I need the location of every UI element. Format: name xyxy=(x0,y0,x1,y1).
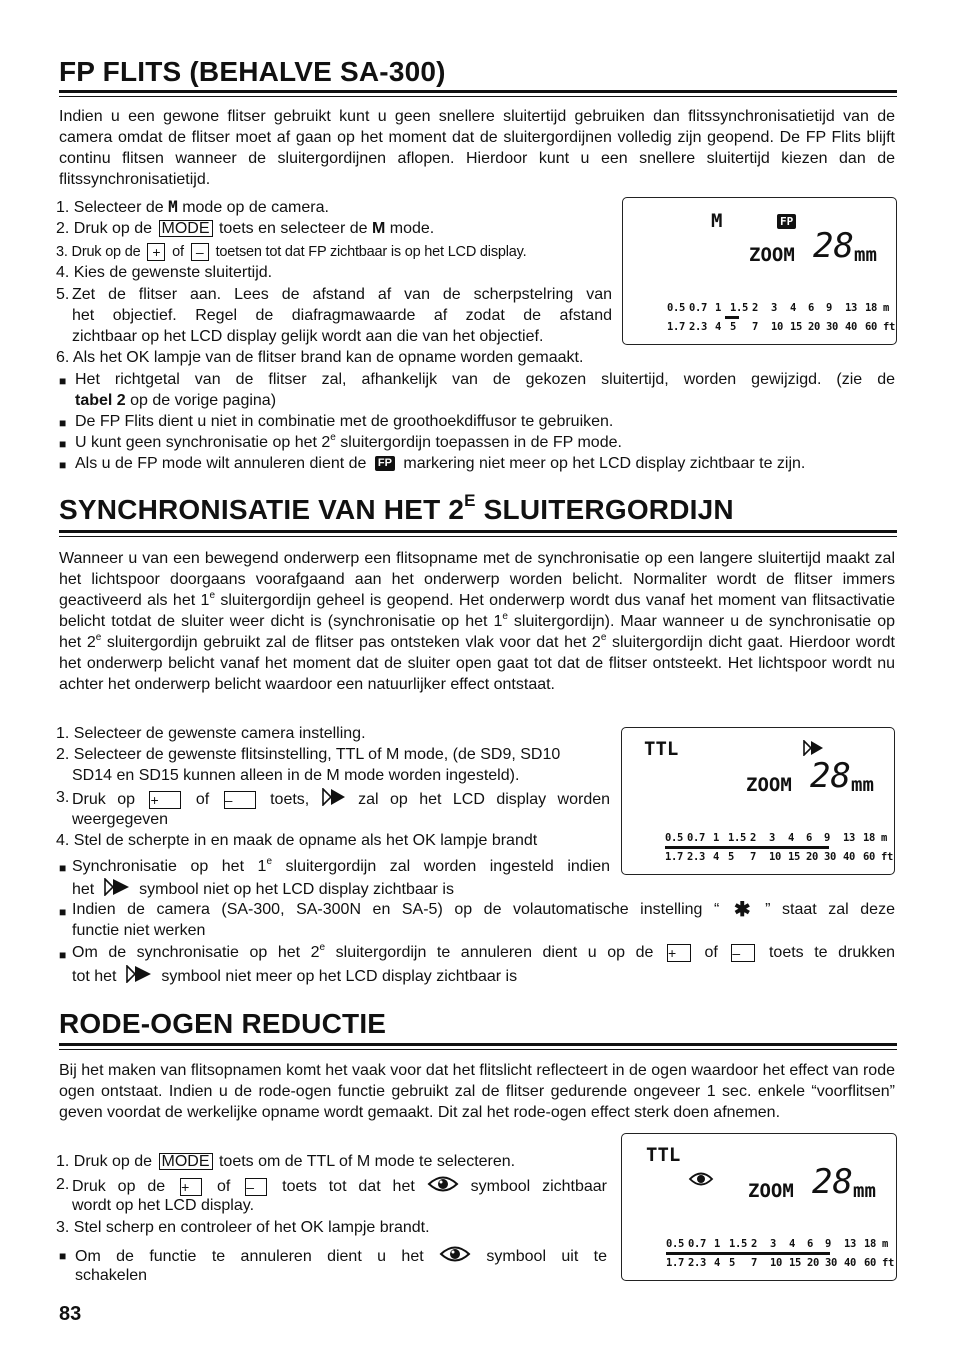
lcd-distance-marker xyxy=(725,316,739,319)
minus-key: – xyxy=(731,944,755,962)
lcd-scale-value: 5 xyxy=(729,1257,736,1269)
sync-step-2: 2. Selecteer de gewenste flitsinstelling, TTL of M mode, (de SD9, SD10 xyxy=(56,746,561,763)
lcd-scale-value: 10 xyxy=(769,851,782,863)
red-eye-note-line-1: Om de functie te annuleren dient u het symbool uit te xyxy=(75,1245,607,1269)
second-curtain-paragraph: Wanneer u van een bewegend onderwerp een flitsopname met de synchronisatie op een langere sluitertijd maakt zal het lichtspoor doorgaans voorafgaand aan het onderwerp worden belicht. Normaliter wordt de flitser immers geactiveerd als het 1e sluitergordijn geheel is geopend. Het onderwerp wordt dus vanaf het moment van flitsactivatie belicht totdat de sluiter weer dicht is (synchronisatie op het 1e sluitergordijn). Maar wanneer u de synchronisatie op het 2e sluitergordijn gebruikt zal de flitser pas ontsteken vlak voor dat het 2e sluitergordijn dicht gaat. Hierdoor wordt het onderwerp belicht vanaf het moment dat de sluiter open gaat tot dat de flitser ontsteekt. Het lichtspoor wordt nu achter het onderwerp belicht waardoor een natuurlijker effect ontstaat. xyxy=(59,550,896,693)
lcd-scale-value: 2 xyxy=(752,302,759,314)
red-eye-icon xyxy=(439,1245,471,1269)
sync-step-3-line-2: weergegeven xyxy=(72,811,169,828)
fp-note-1-line-2: tabel 2 op de vorige pagina) xyxy=(75,392,277,409)
lcd-scale-value: 0.5 xyxy=(667,302,686,314)
lcd-fp-icon: FP xyxy=(777,211,796,230)
step-5-line-3: zichtbaar op het LCD display gelijk wordt aan die van het objectief. xyxy=(72,328,544,345)
plus-key: + xyxy=(667,944,691,962)
lcd-scale-value: 10 xyxy=(771,321,784,333)
lcd-scale-value: 7 xyxy=(750,851,757,863)
plus-key: + xyxy=(147,243,165,261)
lcd-zoom-label: ZOOM xyxy=(748,1180,794,1202)
title-rule xyxy=(59,90,897,97)
lcd-scale-value: 7 xyxy=(752,321,759,333)
lcd-scale-value: 15 xyxy=(788,851,801,863)
lcd-scale-value: 13 xyxy=(843,832,856,844)
minus-key: – xyxy=(191,243,209,261)
intro-paragraph: Indien u een gewone flitser gebruikt kunt u geen snellere sluitertijd gebruiken dan flitssynchronisatietijd van de camera omdat de flitser moet af gaan op het moment dat de sluitergordijnen volledig zijn geopend. De FP Flits blijft continu flitsen wanneer de sluitergordijnen aflopen. Hierdoor kunt u een snellere sluitertijd kiezen dan de flitssynchronisatietijd. xyxy=(59,108,895,188)
lcd-scale-value: 40 xyxy=(845,321,858,333)
title-rule xyxy=(59,530,897,537)
lcd-distance-bar xyxy=(665,846,829,849)
second-curtain-icon xyxy=(103,878,131,902)
fp-note-4: Als u de FP mode wilt annuleren dient de FP markering niet meer op het LCD display zichtbaar te zijn. xyxy=(75,455,806,472)
lcd-unit-mm: mm xyxy=(853,1180,876,1202)
step-2: 2. Druk op de MODE toets en selecteer de M mode. xyxy=(56,220,435,237)
lcd-scale-value: 18 xyxy=(865,302,878,314)
lcd-scale-value: m xyxy=(883,302,890,314)
lcd-scale-value: ft xyxy=(882,1257,895,1269)
lcd-scale-value: 2.3 xyxy=(689,321,708,333)
lcd-mode-m: M xyxy=(711,210,723,232)
lcd-unit-mm: mm xyxy=(854,244,877,266)
sync-step-2-line-2: SD14 en SD15 kunnen alleen in de M mode worden ingesteld). xyxy=(72,767,520,784)
lcd-scale-value: 6 xyxy=(806,832,813,844)
lcd-scale-value: 0.7 xyxy=(689,302,708,314)
lcd-scale-value: 2.3 xyxy=(688,1257,707,1269)
sync-step-3-line-1: Druk op + of – toets, zal op het LCD display worden xyxy=(72,788,610,812)
lcd-unit-mm: mm xyxy=(851,774,874,796)
lcd-scale-value: 3 xyxy=(771,302,778,314)
m-mode-icon: M xyxy=(168,197,178,216)
lcd-scale-value: 6 xyxy=(807,1238,814,1250)
note-bullet: ■ xyxy=(59,905,67,919)
sync-step-3: 3. xyxy=(56,789,70,806)
step-5-line-1: Zet de flitser aan. Lees de afstand af van de scherpstelring van xyxy=(72,286,612,303)
lcd-scale-value: 4 xyxy=(715,321,722,333)
sync-step-1: 1. Selecteer de gewenste camera instelling. xyxy=(56,725,366,742)
sync-note-3-line-2: tot het symbool niet meer op het LCD display zichtbaar is xyxy=(72,965,517,989)
lcd-display-second-curtain xyxy=(621,727,895,875)
note-bullet: ■ xyxy=(59,861,67,875)
step-1: 1. Selecteer de M mode op de camera. xyxy=(56,197,329,216)
second-curtain-icon xyxy=(321,788,347,812)
note-bullet: ■ xyxy=(59,1249,67,1263)
lcd-zoom-value: 28 xyxy=(813,226,854,266)
lcd-display-red-eye xyxy=(621,1133,897,1281)
lcd-zoom-label: ZOOM xyxy=(746,774,792,796)
note-bullet: ■ xyxy=(59,458,67,472)
title-rule xyxy=(59,1043,897,1050)
lcd-scale-value: 4 xyxy=(713,851,720,863)
red-eye-step-1: 1. Druk op de MODE toets om de TTL of M mode te selecteren. xyxy=(56,1153,516,1170)
fp-icon: FP xyxy=(375,456,395,471)
section-title-red-eye: RODE-OGEN REDUCTIE xyxy=(59,1008,387,1039)
sync-note-2-line-2: functie niet werken xyxy=(72,922,206,939)
fp-note-2: De FP Flits dient u niet in combinatie met de groothoekdiffusor te gebruiken. xyxy=(75,413,614,430)
lcd-scale-value: 1 xyxy=(715,302,722,314)
lcd-scale-value: 10 xyxy=(770,1257,783,1269)
mode-key: MODE xyxy=(159,220,213,237)
lcd-scale-value: 1.7 xyxy=(665,851,684,863)
lcd-scale-value: 1 xyxy=(713,832,720,844)
lcd-scale-value: 2 xyxy=(751,1238,758,1250)
red-eye-step-2: 2. xyxy=(56,1176,70,1193)
step-6: 6. Als het OK lampje van de flitser brand kan de opname worden gemaakt. xyxy=(56,349,584,366)
lcd-scale-value: 18 xyxy=(863,832,876,844)
lcd-scale-value: 40 xyxy=(844,1257,857,1269)
sync-note-2-line-1: Indien de camera (SA-300, SA-300N en SA-5) op de volautomatische instelling “ ✱ ” staat zal deze xyxy=(72,899,895,921)
section-title-second-curtain: SYNCHRONISATIE VAN HET $2^E$ SLUITERGORDIJN xyxy=(59,491,734,525)
sync-note-1-line-1: Synchronisatie op het 1e sluitergordijn zal worden ingesteld indien xyxy=(72,856,611,875)
lcd-scale-value: 60 xyxy=(864,1257,877,1269)
lcd-mode-ttl: TTL xyxy=(646,1144,681,1166)
sync-step-4: 4. Stel de scherpte in en maak de opname als het OK lampje brandt xyxy=(56,832,538,849)
lcd-scale-value: 2.3 xyxy=(687,851,706,863)
lcd-scale-value: 1.7 xyxy=(667,321,686,333)
section-title-fp-flits: FP FLITS (BEHALVE SA-300) xyxy=(59,56,446,87)
lcd-mode-ttl: TTL xyxy=(644,738,679,760)
note-bullet: ■ xyxy=(59,374,67,388)
lcd-scale-value: 6 xyxy=(808,302,815,314)
lcd-scale-value: 3 xyxy=(769,832,776,844)
step-3: 3. Druk op de + of – toetsen tot dat FP zichtbaar is op het LCD display. xyxy=(56,244,527,261)
lcd-scale-value: 3 xyxy=(770,1238,777,1250)
lcd-scale-value: 4 xyxy=(788,832,795,844)
red-eye-paragraph: Bij het maken van flitsopnamen komt het vaak voor dat het flitslicht reflecteert in de ogen waardoor het effect van rode ogen ontstaat. Indien u de rode-ogen functie gebruikt zal de flitser gedurende ongeveer 1 sec. enkele “voorflitsen” geven voordat de werkelijke opname wordt gemaakt. Dit zal het rode-ogen effect sterk doen afnemen. xyxy=(59,1062,895,1121)
step-5: 5. xyxy=(56,286,70,303)
lcd-scale-value: 1.7 xyxy=(666,1257,685,1269)
lcd-scale-value: 60 xyxy=(865,321,878,333)
lcd-scale-value: 0.5 xyxy=(666,1238,685,1250)
lcd-scale-value: 40 xyxy=(843,851,856,863)
lcd-scale-value: 5 xyxy=(730,321,737,333)
sync-note-1-line-2: het symbool niet op het LCD display zichtbaar is xyxy=(72,878,454,902)
lcd-scale-value: 60 xyxy=(863,851,876,863)
lcd-scale-value: 15 xyxy=(790,321,803,333)
lcd-scale-value: 9 xyxy=(825,1238,832,1250)
lcd-scale-value: 13 xyxy=(844,1238,857,1250)
step-4: 4. Kies de gewenste sluitertijd. xyxy=(56,264,273,281)
lcd-scale-value: 0.5 xyxy=(665,832,684,844)
page-number: 83 xyxy=(59,1303,82,1325)
step-5-line-2: het objectief. Regel de diafragmawaarde af zodat de afstand xyxy=(72,307,612,324)
fp-note-3: U kunt geen synchronisatie op het 2e sluitergordijn toepassen in de FP mode. xyxy=(75,432,622,451)
lcd-zoom-value: 28 xyxy=(810,756,851,796)
note-bullet: ■ xyxy=(59,948,67,962)
minus-key: – xyxy=(224,791,256,809)
lcd-red-eye-icon xyxy=(688,1171,714,1191)
lcd-scale-value: 4 xyxy=(789,1238,796,1250)
red-eye-step-2-line-2: wordt op het LCD display. xyxy=(72,1197,255,1214)
lcd-scale-value: ft xyxy=(883,321,896,333)
lcd-scale-value: 5 xyxy=(728,851,735,863)
lcd-scale-value: 18 xyxy=(864,1238,877,1250)
lcd-scale-value: 20 xyxy=(807,1257,820,1269)
red-eye-step-2-line-1: Druk op de + of – toets tot dat het symbool zichtbaar xyxy=(72,1175,607,1199)
lcd-scale-value: 0.7 xyxy=(687,832,706,844)
lcd-scale-value: 30 xyxy=(826,321,839,333)
red-eye-note-line-2: schakelen xyxy=(75,1267,148,1284)
lcd-scale-value: 20 xyxy=(806,851,819,863)
lcd-zoom-label: ZOOM xyxy=(749,244,795,266)
lcd-scale-value: 0.7 xyxy=(688,1238,707,1250)
red-eye-icon xyxy=(427,1175,459,1199)
lcd-scale-value: 30 xyxy=(825,1257,838,1269)
auto-mode-asterisk-icon: ✱ xyxy=(733,899,751,921)
lcd-zoom-value: 28 xyxy=(812,1162,853,1202)
lcd-scale-value: m xyxy=(881,832,888,844)
note-bullet: ■ xyxy=(59,416,67,430)
lcd-scale-value: 1.5 xyxy=(728,832,747,844)
lcd-scale-value: 13 xyxy=(845,302,858,314)
lcd-scale-value: 4 xyxy=(714,1257,721,1269)
sync-note-3-line-1: Om de synchronisatie op het 2e sluitergordijn te annuleren dient u op de + of – toets te drukken xyxy=(72,942,896,961)
lcd-scale-value: ft xyxy=(881,851,894,863)
lcd-scale-value: m xyxy=(882,1238,889,1250)
lcd-scale-value: 20 xyxy=(808,321,821,333)
plus-key: + xyxy=(149,791,181,809)
lcd-scale-value: 9 xyxy=(824,832,831,844)
lcd-scale-value: 15 xyxy=(789,1257,802,1269)
lcd-scale-value: 1.5 xyxy=(730,302,749,314)
plus-key: + xyxy=(180,1178,202,1196)
lcd-scale-value: 1 xyxy=(714,1238,721,1250)
lcd-scale-value: 1.5 xyxy=(729,1238,748,1250)
fp-note-1-line-1: Het richtgetal van de flitser zal, afhankelijk van de gekozen sluitertijd, worden gewijzigd. (zie de xyxy=(75,371,895,388)
lcd-scale-value: 30 xyxy=(824,851,837,863)
lcd-scale-value: 4 xyxy=(790,302,797,314)
minus-key: – xyxy=(245,1178,267,1196)
mode-key: MODE xyxy=(159,1153,213,1170)
lcd-scale-value: 7 xyxy=(751,1257,758,1269)
second-curtain-icon xyxy=(125,965,153,989)
lcd-display-fp xyxy=(622,197,897,345)
lcd-scale-value: 9 xyxy=(826,302,833,314)
note-bullet: ■ xyxy=(59,437,67,451)
lcd-distance-bar xyxy=(666,1252,830,1255)
red-eye-step-3: 3. Stel scherp en controleer of het OK lampje brandt. xyxy=(56,1219,430,1236)
lcd-scale-value: 2 xyxy=(750,832,757,844)
